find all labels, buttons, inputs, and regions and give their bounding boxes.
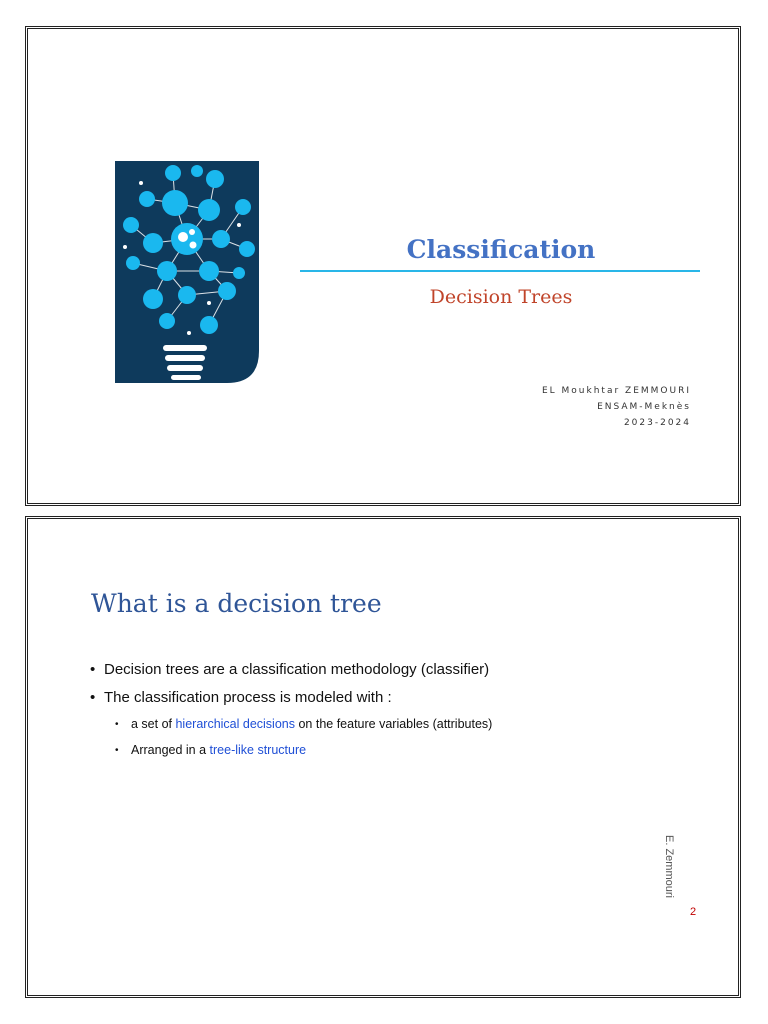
bullet-dot-icon: • xyxy=(90,689,96,706)
institution: ENSAM-Meknès xyxy=(597,402,691,412)
academic-year: 2023-2024 xyxy=(623,418,691,428)
sub-bullet-text: a set of hierarchical decisions on the feature variables (attributes) xyxy=(131,717,493,731)
bullet-item xyxy=(90,689,690,706)
highlight-text: hierarchical decisions xyxy=(175,717,295,731)
bullet-list xyxy=(90,661,690,769)
sub-bullet-text: Arranged in a tree-like structure xyxy=(131,743,307,757)
bullet-dot-icon: • xyxy=(90,661,96,678)
sub-bullet-item xyxy=(115,743,690,759)
author-name: EL Moukhtar ZEMMOURI xyxy=(541,386,691,396)
slide-title: Classification xyxy=(406,235,596,264)
content-slide xyxy=(25,516,741,998)
slide-heading: What is a decision tree xyxy=(91,589,382,618)
bullet-dot-icon: • xyxy=(115,719,119,730)
bullet-text: The classification process is modeled with : xyxy=(104,689,392,706)
title-slide xyxy=(25,26,741,506)
page-number: 2 xyxy=(690,906,697,918)
slide-subtitle: Decision Trees xyxy=(429,286,573,308)
highlight-text: tree-like structure xyxy=(209,743,307,757)
side-author-label: E. Zemmouri xyxy=(663,835,675,898)
lightbulb-network-icon xyxy=(115,161,259,383)
bullet-dot-icon: • xyxy=(115,745,119,756)
bullet-text: Decision trees are a classification methodology (classifier) xyxy=(104,661,490,678)
title-divider xyxy=(300,270,700,272)
sub-bullet-item xyxy=(115,717,690,733)
bullet-item xyxy=(90,661,690,678)
author-block xyxy=(542,383,691,431)
